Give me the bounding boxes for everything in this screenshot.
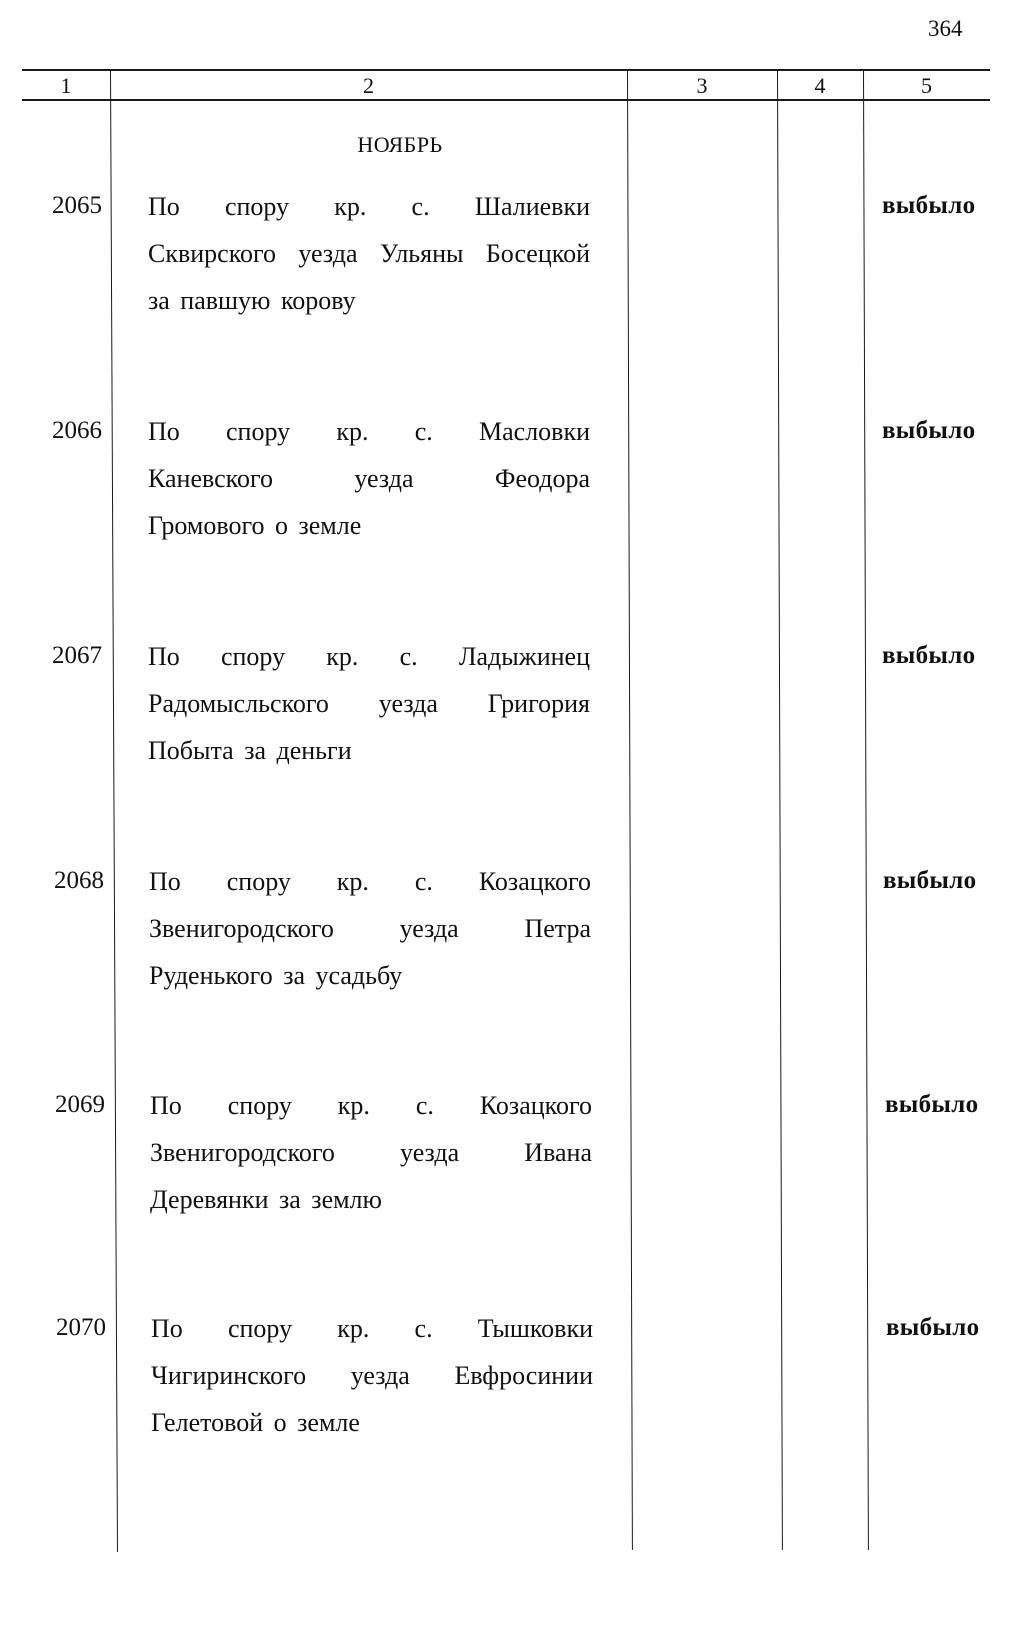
column-header-4: 4 <box>814 73 826 98</box>
entry-number: 2067 <box>52 642 102 669</box>
entry-description <box>148 633 590 774</box>
entry-description-line: По спору кр. с. Шалиевки <box>148 192 590 221</box>
entry-description <box>148 408 590 549</box>
entry-status: выбыло <box>885 1091 979 1118</box>
entry-description-line: По спору кр. с. Козацкого <box>149 867 591 896</box>
entry-description-line: Звенигородского уезда Петра <box>149 914 591 943</box>
entry-description-line: По спору кр. с. Масловки <box>148 417 590 446</box>
entry-status: выбыло <box>882 417 976 444</box>
page-number: 364 <box>928 16 963 41</box>
table-row <box>0 416 1024 636</box>
entry-description-line: Радомысльского уезда Григория <box>148 689 590 718</box>
entry-description-line: Сквирского уезда Ульяны Босецкой <box>148 239 590 268</box>
column-header-2: 2 <box>363 73 374 98</box>
table-row <box>0 1090 1024 1310</box>
table-top-rule <box>22 69 990 71</box>
entry-status: выбыло <box>882 192 976 219</box>
entry-number: 2065 <box>52 192 102 219</box>
entry-description-line: Громового о земле <box>148 511 362 540</box>
entry-description <box>151 1305 593 1446</box>
entry-description-line: за павшую корову <box>148 286 356 315</box>
table-row <box>0 641 1024 861</box>
entry-description-line: Побыта за деньги <box>148 736 352 765</box>
table-row <box>0 866 1024 1086</box>
section-heading-month: НОЯБРЬ <box>357 132 443 157</box>
entry-description-line: Гелетовой о земле <box>151 1408 360 1437</box>
entry-description-line: По спору кр. с. Козацкого <box>150 1091 592 1120</box>
entry-description <box>148 183 590 324</box>
entry-number: 2068 <box>54 867 104 894</box>
entry-number: 2069 <box>55 1091 105 1118</box>
entry-description-line: Чигиринского уезда Евфросинии <box>151 1361 593 1390</box>
column-header-1: 1 <box>60 73 72 98</box>
entry-description-line: Звенигородского уезда Ивана <box>150 1138 592 1167</box>
table-row <box>0 191 1024 411</box>
column-header-5: 5 <box>921 73 932 98</box>
entry-description-line: По спору кр. с. Тышковки <box>151 1314 593 1343</box>
entry-status: выбыло <box>882 642 976 669</box>
table-header-rule <box>22 99 990 101</box>
entry-description-line: По спору кр. с. Ладыжинец <box>148 642 590 671</box>
entry-description <box>150 1082 592 1223</box>
entry-description <box>149 858 591 999</box>
column-header-3: 3 <box>696 73 708 98</box>
entry-number: 2070 <box>56 1314 106 1341</box>
table-row <box>0 1313 1024 1533</box>
entry-description-line: Каневского уезда Феодора <box>148 464 590 493</box>
entry-status: выбыло <box>886 1314 980 1341</box>
entry-description-line: Деревянки за землю <box>150 1185 382 1214</box>
entry-status: выбыло <box>883 867 977 894</box>
entry-number: 2066 <box>52 417 102 444</box>
entry-description-line: Руденького за усадьбу <box>149 961 403 990</box>
